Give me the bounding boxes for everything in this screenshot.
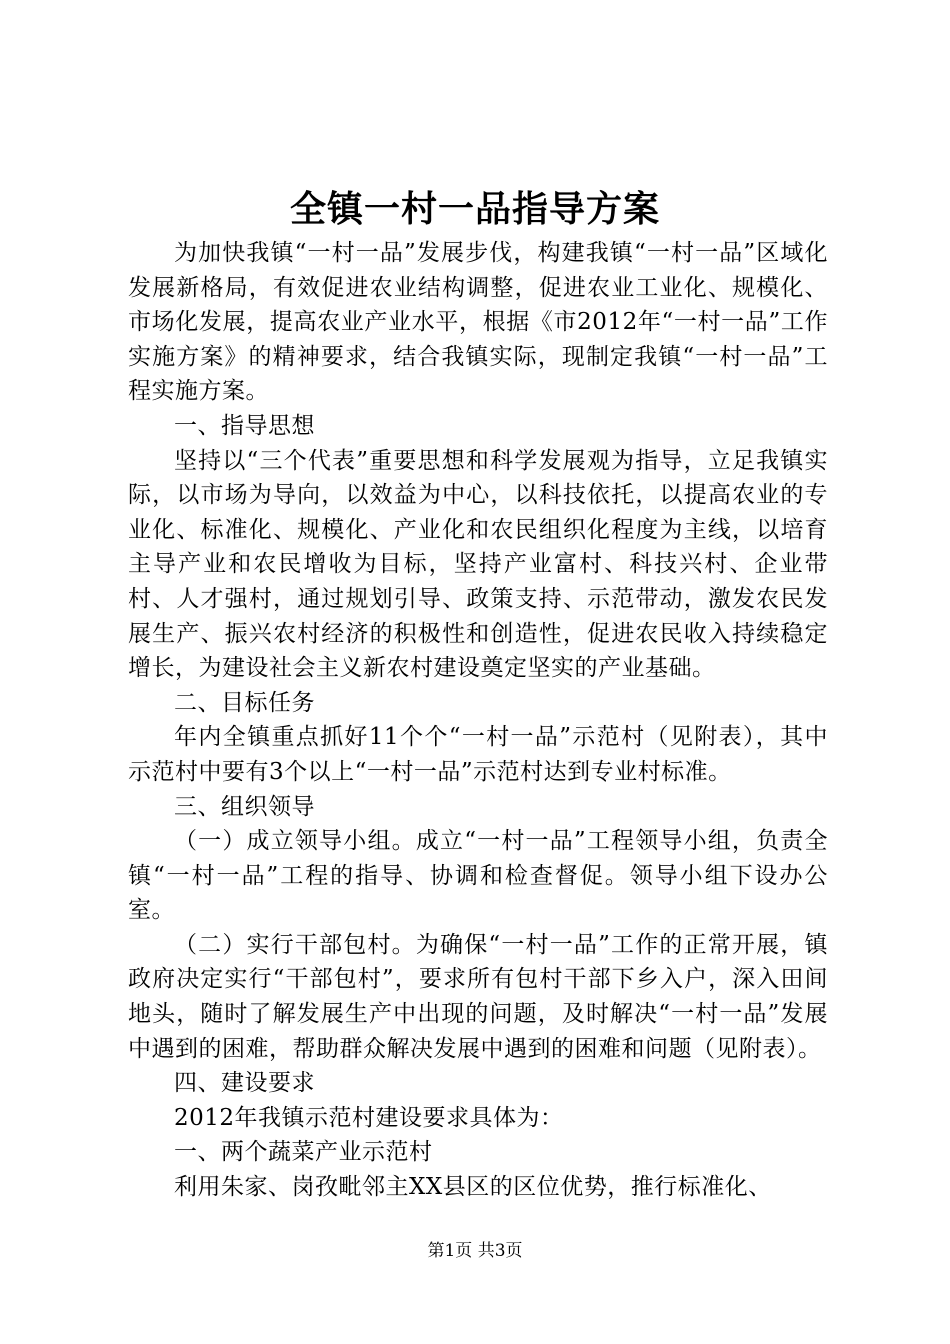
requirements-intro-paragraph: 2012年我镇示范村建设要求具体为： — [174, 1104, 564, 1131]
guiding-ideology-paragraph: 坚持以“三个代表”重要思想和科学发展观为指导，立足我镇实际，以市场为导向，以效益为中心，以科技依托，以提高农业的专业化、标准化、规模化、产业化和农民组织化程度为主线，以培育主导产业和农民增收为目标，坚持产业富村、科技兴村、企业带村、人才强村，通过规划引导、政策支持、示范带动，激发农民发展生产、振兴农村经济的积极性和创造性，促进农民收入持续稳定增长，为建设社会主义新农村建设奠定坚实的产业基础。 — [128, 447, 828, 682]
cadre-village-paragraph: （二）实行干部包村。为确保“一村一品”工作的正常开展，镇政府决定实行“干部包村”，要求所有包村干部下乡入户，深入田间地头，随时了解发展生产中出现的问题，及时解决“一村一品”发展中遇到的困难，帮助群众解决发展中遇到的困难和问题（见附表）。 — [128, 931, 828, 1062]
section-heading-requirements: 四、建设要求 — [174, 1070, 315, 1097]
section-heading-goals: 二、目标任务 — [174, 689, 315, 716]
goals-paragraph: 年内全镇重点抓好11个个“一村一品”示范村（见附表），其中示范村中要有3个以上“一村一品”示范村达到专业村标准。 — [128, 724, 828, 785]
vegetable-villages-paragraph: 利用朱家、岗孜毗邻主XX县区的区位优势，推行标准化、 — [174, 1174, 772, 1201]
intro-paragraph: 为加快我镇“一村一品”发展步伐，构建我镇“一村一品”区域化发展新格局，有效促进农业结构调整，促进农业工业化、规模化、市场化发展，提高农业产业水平，根据《市2012年“一村一品”工作实施方案》的精神要求，结合我镇实际，现制定我镇“一村一品”工程实施方案。 — [128, 240, 828, 405]
leadership-group-paragraph: （一）成立领导小组。成立“一村一品”工程领导小组，负责全镇“一村一品”工程的指导、协调和检查督促。领导小组下设办公室。 — [128, 828, 828, 924]
document-title: 全镇一村一品指导方案 — [289, 188, 660, 230]
subsection-heading-vegetable-villages: 一、两个蔬菜产业示范村 — [174, 1139, 433, 1166]
section-heading-organization: 三、组织领导 — [174, 793, 315, 820]
section-heading-guiding-ideology: 一、指导思想 — [174, 412, 315, 439]
document-body — [128, 236, 828, 1205]
page-number-footer: 第1页 共3页 — [427, 1241, 523, 1261]
